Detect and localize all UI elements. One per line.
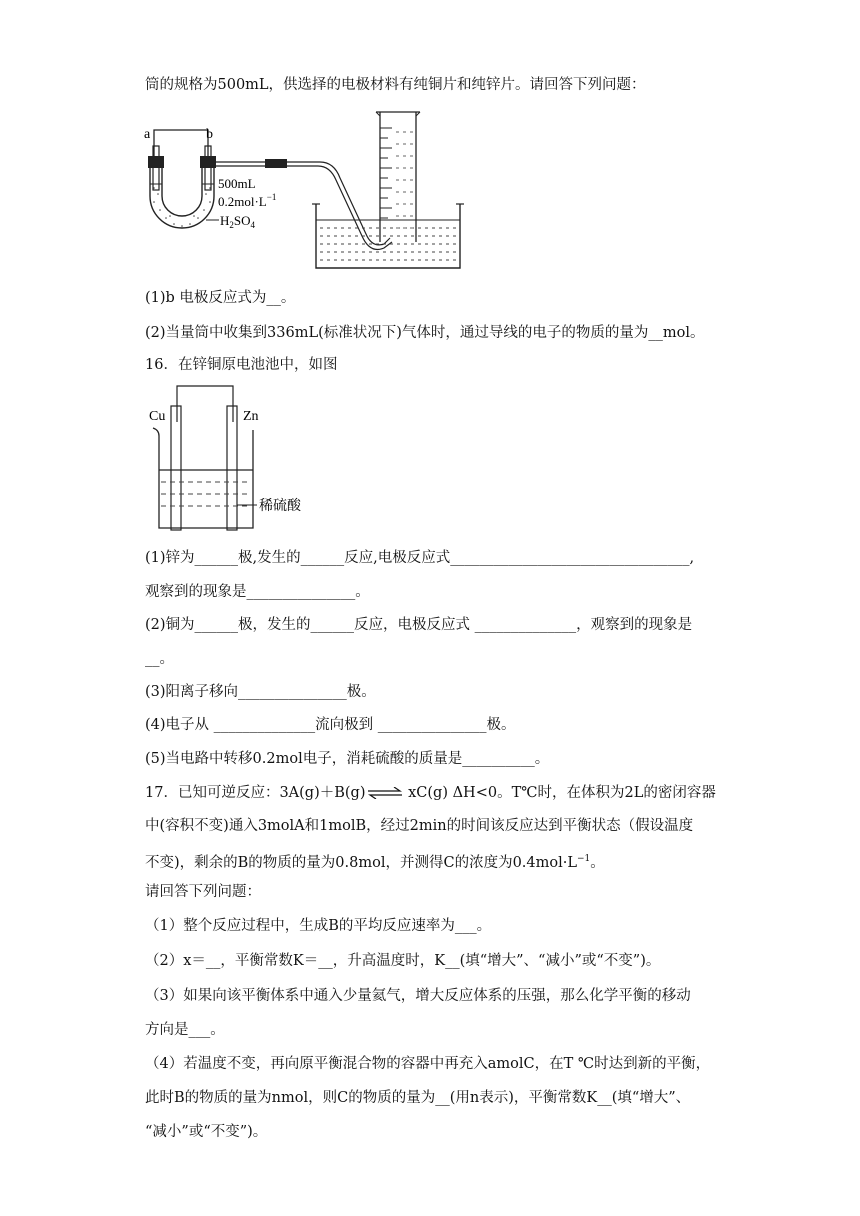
q17-part4: （4）若温度不变，再向原平衡混合物的容器中再充入amolC，在T ℃时达到新的平衡， xyxy=(145,1056,711,1072)
label-volume: 500mL xyxy=(218,176,256,191)
label-acid-h: H xyxy=(220,213,230,228)
q17-part1: （1）整个反应过程中，生成B的平均反应速率为___。 xyxy=(145,918,492,934)
figure-galvanic-cell xyxy=(145,378,325,538)
q17-part4-cont: 此时B的物质的量为nmol，则C的物质的量为__(用n表示)，平衡常数K__(填“增大”、 xyxy=(145,1090,691,1106)
q16-part3: (3)阳离子移向_______________极。 xyxy=(145,684,376,700)
q17-prompt: 请回答下列问题： xyxy=(145,884,261,900)
label-acid-so: SO xyxy=(233,213,251,228)
q16-part1-cont: 观察到的现象是_______________。 xyxy=(145,584,370,600)
q17-part3-cont: 方向是___。 xyxy=(145,1022,225,1038)
label-acid-sub2: 4 xyxy=(250,220,256,230)
svg-text:H2SO4 xyxy=(220,213,256,230)
label-a: a xyxy=(144,127,151,142)
q17-line1 xyxy=(145,783,716,803)
q16-title: 16．在锌铜原电池池中，如图 xyxy=(145,357,338,373)
q16-part1: (1)锌为______极,发生的______反应,电极反应式_________________________________, xyxy=(145,550,695,566)
label-dilute-acid: 稀硫酸 xyxy=(259,498,301,514)
label-acid-sub1: 2 xyxy=(229,220,234,230)
q15-part1: (1)b 电极反应式为__。 xyxy=(145,290,296,306)
label-cu: Cu xyxy=(149,409,166,424)
label-b: b xyxy=(206,127,213,142)
svg-text:0.2mol·L−1 xyxy=(218,192,276,209)
q17-part4-end: “减小”或“不变”)。 xyxy=(145,1124,268,1140)
q17-line3-sup: −1 xyxy=(577,854,591,864)
q17-line3 xyxy=(145,849,605,873)
q16-part2-cont: __。 xyxy=(145,651,174,667)
q17-line3-end: 。 xyxy=(590,854,605,871)
q17-line1-b: xC(g) ΔH<0。T℃时，在体积为2L的密闭容器 xyxy=(403,785,716,801)
q16-part2: (2)铜为______极，发生的______反应，电极反应式 ______________，观察到的现象是 xyxy=(145,617,693,633)
figure-u-tube-apparatus xyxy=(140,108,480,273)
q17-part2: （2）x＝__，平衡常数K＝__，升高温度时，K__(填“增大”、“减小”或“不变”)。 xyxy=(145,953,661,969)
q17-line3-text: 不变)，剩余的B的物质的量为0.8mol，并测得C的浓度为0.4mol·L xyxy=(145,854,577,871)
label-conc: 0.2mol·L xyxy=(218,194,267,209)
q16-part5: (5)当电路中转移0.2mol电子，消耗硫酸的质量是__________。 xyxy=(145,751,550,767)
equilibrium-arrow-icon xyxy=(366,787,404,799)
q17-line2: 中(容积不变)通入3molA和1molB，经过2min的时间该反应达到平衡状态（假设温度 xyxy=(145,818,694,834)
label-zn: Zn xyxy=(243,409,259,424)
label-conc-sup: −1 xyxy=(266,192,277,202)
intro-line: 筒的规格为500mL，供选择的电极材料有纯铜片和纯锌片。请回答下列问题： xyxy=(145,77,646,93)
q17-line1-a: 17．已知可逆反应：3A(g)＋B(g) xyxy=(145,785,366,801)
q17-part3: （3）如果向该平衡体系中通入少量氦气，增大反应体系的压强，那么化学平衡的移动 xyxy=(145,988,691,1004)
q16-part4: (4)电子从 ______________流向极到 _______________极。 xyxy=(145,717,516,733)
q15-part2: (2)当量筒中收集到336mL(标准状况下)气体时，通过导线的电子的物质的量为__mol。 xyxy=(145,325,705,341)
